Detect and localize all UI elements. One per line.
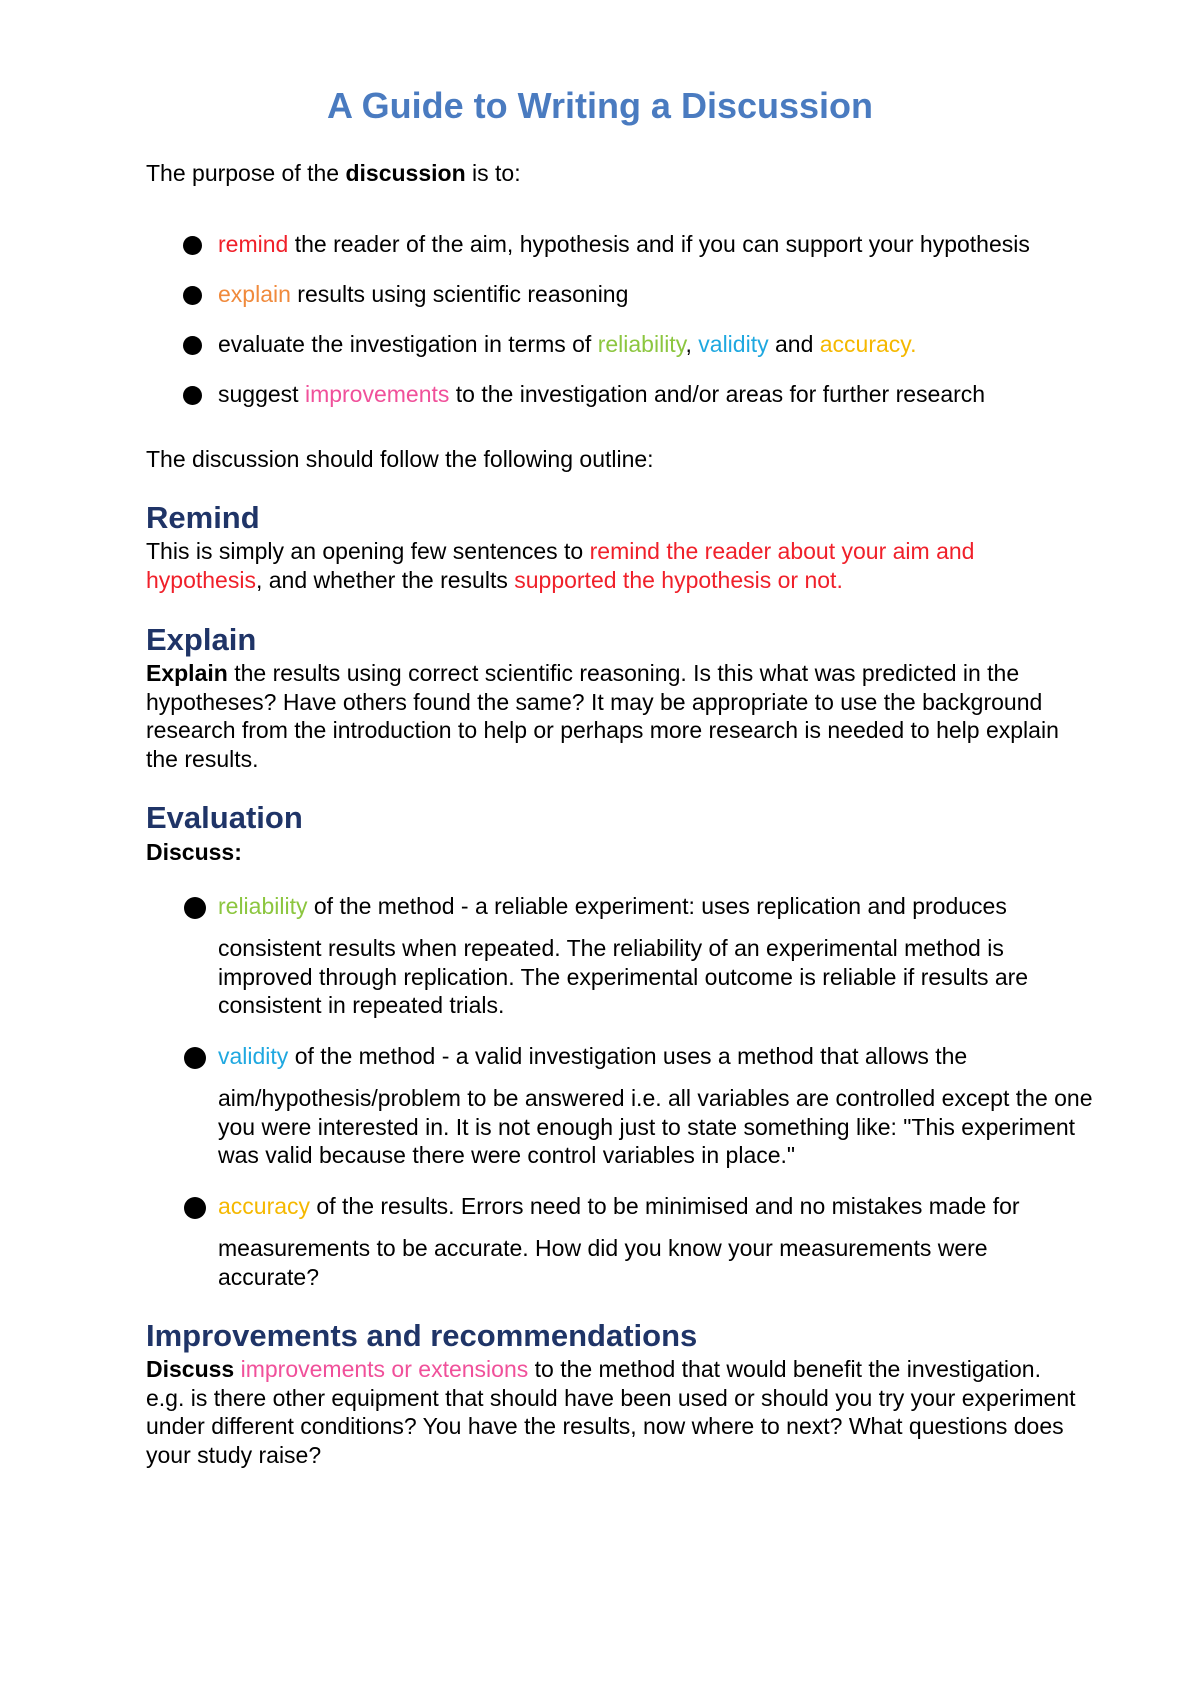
and-text: and [768, 331, 820, 357]
highlight-reliability: reliability [597, 331, 686, 357]
improvements-paragraph [146, 1355, 1076, 1469]
outline-intro: The discussion should follow the following outline: [146, 446, 654, 472]
explain-bold: Explain [146, 660, 228, 686]
purpose-item-text: to the investigation and/or areas for further research [449, 381, 986, 407]
purpose-item-explain [218, 280, 628, 309]
improvements-text: to the method that would benefit the investigation. e.g. is there other equipment that should have been used or should you try your experiment under different conditions? You have the results, now where to next? What questions does your study raise? [146, 1356, 1076, 1468]
evaluation-item-continuation: measurements to be accurate. How did you know your measurements were accurate? [218, 1235, 988, 1290]
evaluation-subheading: Discuss: [146, 839, 242, 865]
remind-highlight: supported the hypothesis or not. [514, 566, 843, 593]
highlight-validity: validity [698, 331, 769, 357]
highlight-improvements: improvements [304, 381, 450, 407]
highlight-reliability: reliability [218, 893, 308, 919]
remind-paragraph [146, 537, 1046, 594]
intro-bold-discussion: discussion [345, 160, 466, 186]
purpose-item-text: results using scientific reasoning [290, 281, 629, 307]
highlight-accuracy: accuracy [819, 331, 911, 357]
remind-text: This is simply an opening few sentences to [146, 538, 590, 564]
highlight-accuracy: accuracy [218, 1193, 311, 1219]
evaluation-item-text: of the results. Errors need to be minimised and no mistakes made for [310, 1193, 1020, 1219]
purpose-item-evaluate [218, 330, 916, 359]
highlight-remind: remind [218, 231, 289, 257]
remind-highlight: remind the reader about your aim and hypothesis [146, 538, 975, 593]
intro-line [146, 159, 521, 188]
bullet-icon [183, 386, 202, 405]
purpose-item-text: suggest [218, 381, 305, 407]
comma-text: , [685, 331, 699, 357]
evaluation-item-text: of the method - a reliable experiment: uses replication and produces [307, 893, 1007, 919]
evaluation-item-continuation: consistent results when repeated. The reliability of an experimental method is improved through replication. The experimental outcome is reliable if results are consistent in repeated trials. [218, 935, 1029, 1018]
remind-text: , and whether the results [255, 566, 515, 593]
highlight-validity: validity [218, 1043, 289, 1069]
heading-improvements: Improvements and recommendations [146, 1318, 698, 1353]
evaluation-item-continuation: aim/hypothesis/problem to be answered i.e. all variables are controlled except the one you were interested in. It is not enough just to state something like: "This experiment was valid because there were control variables in place." [218, 1085, 1093, 1168]
heading-evaluation: Evaluation [146, 800, 303, 835]
evaluation-item-reliability [218, 892, 1007, 921]
period-text: . [910, 331, 917, 357]
purpose-item-text: the reader of the aim, hypothesis and if you can support your hypothesis [288, 231, 1030, 257]
evaluation-item-validity [218, 1042, 967, 1071]
document-title: A Guide to Writing a Discussion [326, 85, 874, 126]
heading-remind: Remind [146, 500, 260, 535]
improvements-bold: Discuss [146, 1356, 235, 1382]
explain-text: the results using correct scientific reasoning. Is this what was predicted in the hypotheses? Have others found the same? It may be appropriate to use the background research from the introduction to help or perhaps more research is needed to help explain the results. [146, 660, 1059, 772]
purpose-item-remind [218, 230, 1030, 259]
bullet-icon [183, 286, 202, 305]
evaluation-item-text: of the method - a valid investigation uses a method that allows the [288, 1043, 968, 1069]
evaluation-item-accuracy [218, 1192, 1020, 1221]
bullet-icon [183, 236, 202, 255]
highlight-improvements: improvements or extensions [240, 1356, 529, 1382]
intro-prefix: The purpose of the [146, 160, 346, 186]
bullet-icon [184, 897, 206, 919]
intro-suffix: is to: [465, 160, 521, 186]
bullet-icon [183, 336, 202, 355]
purpose-item-text: evaluate the investigation in terms of [218, 331, 598, 357]
highlight-explain: explain [218, 281, 291, 307]
bullet-icon [184, 1047, 206, 1069]
heading-explain: Explain [146, 622, 257, 657]
explain-paragraph [146, 659, 1096, 773]
bullet-icon [184, 1197, 206, 1219]
purpose-item-suggest [218, 380, 985, 409]
